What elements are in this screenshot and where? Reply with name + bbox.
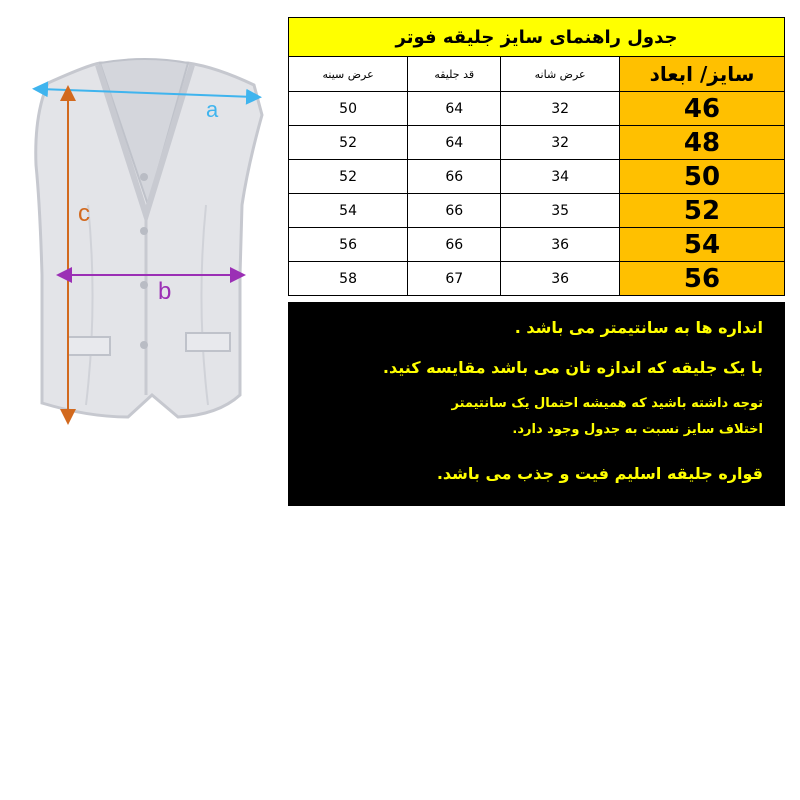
note-units: انداره ها به سانتیمتر می باشد . xyxy=(514,318,763,337)
left-pocket xyxy=(68,337,110,355)
cell-size: 50 xyxy=(620,160,785,194)
cell-shoulder: 36 xyxy=(501,262,620,296)
header-shoulder: عرض شانه xyxy=(501,57,620,92)
table-row xyxy=(289,126,785,160)
notes-panel xyxy=(288,302,785,506)
cell-length: 66 xyxy=(408,160,501,194)
cell-shoulder: 32 xyxy=(501,92,620,126)
size-chart-table xyxy=(288,17,785,296)
right-pocket xyxy=(186,333,230,351)
cell-shoulder: 34 xyxy=(501,160,620,194)
cell-chest: 52 xyxy=(289,160,408,194)
header-length: قد جلیقه xyxy=(408,57,501,92)
table-row xyxy=(289,194,785,228)
table-row xyxy=(289,92,785,126)
cell-length: 64 xyxy=(408,92,501,126)
cell-shoulder: 36 xyxy=(501,228,620,262)
cell-chest: 56 xyxy=(289,228,408,262)
cell-size: 52 xyxy=(620,194,785,228)
cell-length: 66 xyxy=(408,194,501,228)
size-chart-title: جدول راهنمای سایز جلیقه فوتر xyxy=(289,18,785,57)
cell-length: 66 xyxy=(408,228,501,262)
vest-measurement-diagram xyxy=(28,55,276,435)
note-tolerance-line2: اختلاف سایز نسبت به جدول وجود دارد. xyxy=(512,422,763,437)
cell-size: 48 xyxy=(620,126,785,160)
cell-size: 46 xyxy=(620,92,785,126)
cell-chest: 58 xyxy=(289,262,408,296)
cell-shoulder: 32 xyxy=(501,126,620,160)
cell-size: 56 xyxy=(620,262,785,296)
cell-shoulder: 35 xyxy=(501,194,620,228)
table-row xyxy=(289,228,785,262)
cell-length: 64 xyxy=(408,126,501,160)
cell-chest: 50 xyxy=(289,92,408,126)
cell-size: 54 xyxy=(620,228,785,262)
note-compare: با یک جلیقه که اندازه تان می باشد مقایسه کنید. xyxy=(382,358,763,377)
note-fit: قواره جلیقه اسلیم فیت و جذب می باشد. xyxy=(436,464,763,483)
measure-a-label: a xyxy=(206,97,219,122)
table-row xyxy=(289,262,785,296)
measure-c-label: c xyxy=(78,200,90,227)
cell-chest: 52 xyxy=(289,126,408,160)
cell-chest: 54 xyxy=(289,194,408,228)
header-size: سایز/ ابعاد xyxy=(620,57,785,92)
cell-length: 67 xyxy=(408,262,501,296)
note-tolerance-line1: توجه داشته باشید که همیشه احتمال یک سانتیمتر xyxy=(451,396,763,411)
measure-b-label: b xyxy=(158,278,172,305)
header-chest: عرض سینه xyxy=(289,57,408,92)
table-row xyxy=(289,160,785,194)
